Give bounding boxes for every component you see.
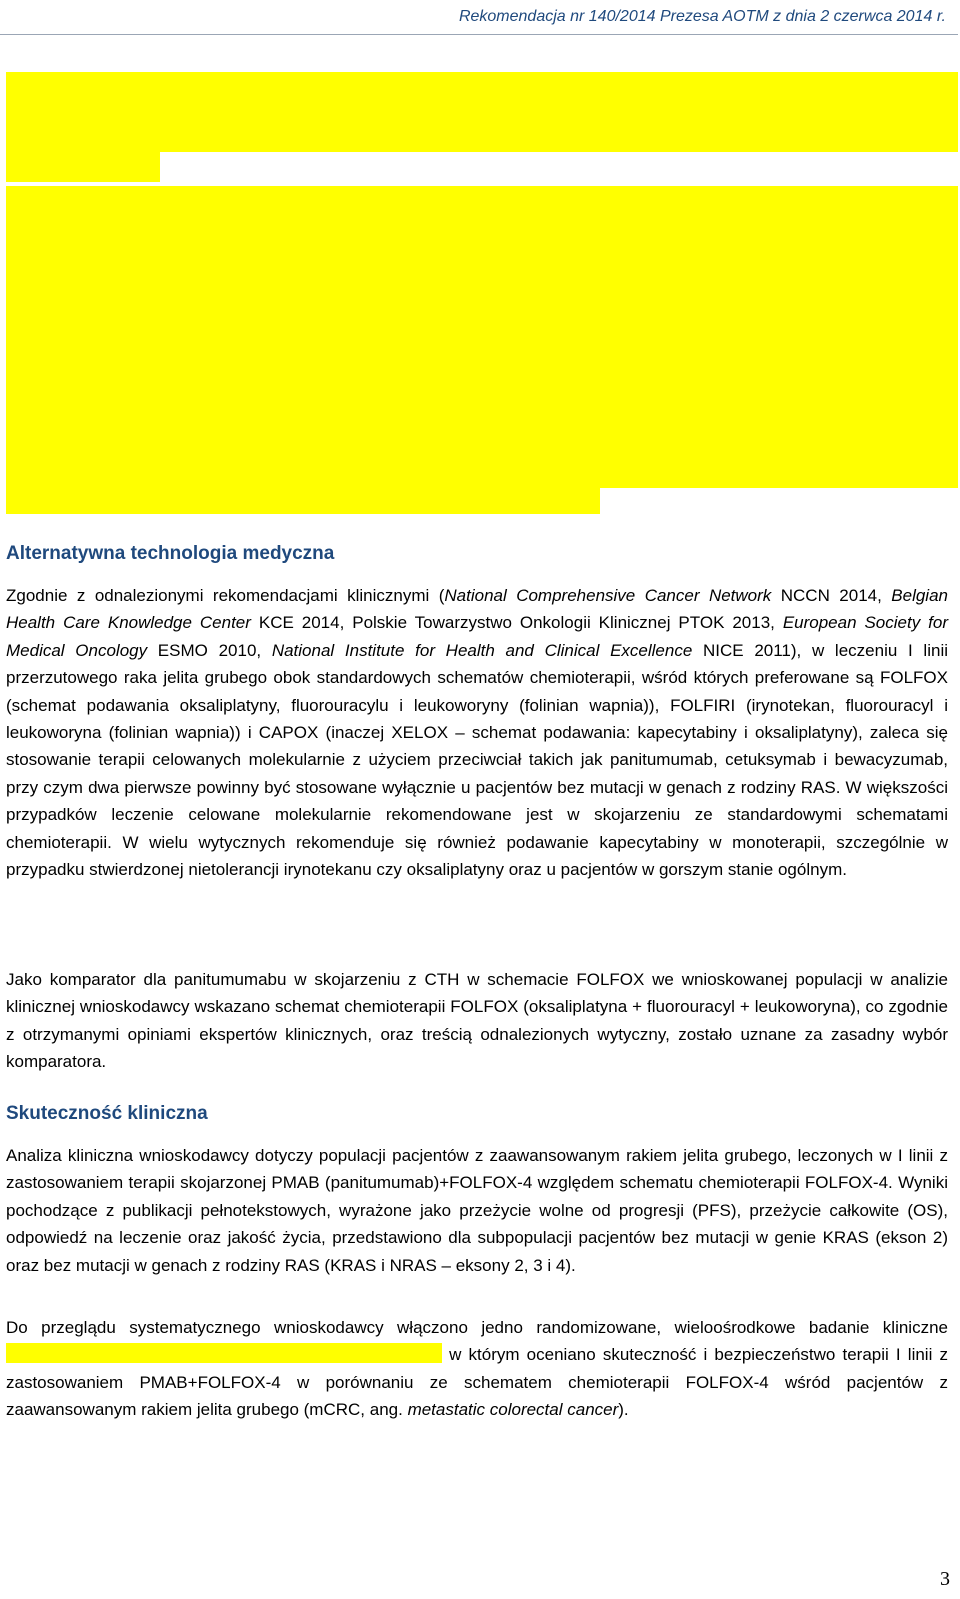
- paragraph-alternative-recommendations: Zgodnie z odnalezionymi rekomendacjami klinicznymi (National Comprehensive Cancer Network NCCN 2014, Belgian Health Care Knowledge Center KCE 2014, Polskie Towarzystwo Onkologii Klinicznej PTOK 2013, European Society for Medical Oncology ESMO 2010, National Institute for Health and Clinical Excellence NICE 2011), w leczeniu I linii przerzutowego raka jelita grubego obok standardowych schematów chemioterapii, wśród których preferowane są FOLFOX (schemat podawania oksaliplatyny, fluorouracylu i leukoworyny (folinian wapnia)), FOLFIRI (irynotekan, fluorouracyl i leukoworyna (folinian wapnia)) i CAPOX (inaczej XELOX – schemat podawania: kapecytabiny i oksaliplatyny), zaleca się stosowanie terapii celowanych molekularnie z użyciem przeciwciał takich jak panitumumab, cetuksymab i bewacyzumab, przy czym dwa pierwsze powinny być stosowane wyłącznie u pacjentów bez mutacji w genach z rodziny RAS. W większości przypadków leczenie celowane molekularnie rekomendowane jest w skojarzeniu ze standardowymi schematami chemioterapii. W wielu wytycznych rekomenduje się również podawanie kapecytabiny w monoterapii, szczególnie w przypadku stwierdzonej nietolerancji irynotekanu czy oksaliplatyny oraz u pacjentów w gorszym stanie ogólnym.: [6, 586, 948, 880]
- heading-alternative-technology: Alternatywna technologia medyczna: [6, 543, 335, 564]
- redaction-block-top: [6, 72, 958, 152]
- redaction-block-main: [6, 186, 958, 488]
- inline-redaction: [6, 1343, 442, 1363]
- paragraph-systematic-review: Do przeglądu systematycznego wnioskodawcy włączono jedno randomizowane, wieloośrodkowe badanie kliniczne w którym oceniano skuteczność i bezpieczeństwo terapii I linii z zastosowaniem PMAB+FOLFOX-4 w porównaniu ze schematem chemioterapii FOLFOX-4 wśród pacjentów z zaawansowanym rakiem jelita grubego (mCRC, ang. metastatic colorectal cancer).: [6, 1318, 948, 1420]
- page-number: 3: [940, 1568, 950, 1590]
- running-title: Rekomendacja nr 140/2014 Prezesa AOTM z dnia 2 czerwca 2014 r.: [458, 8, 946, 25]
- header-rule: [0, 34, 958, 35]
- redaction-block-bottom: [6, 486, 600, 514]
- redaction-block-left: [6, 150, 160, 182]
- heading-clinical-efficacy: Skuteczność kliniczna: [6, 1103, 208, 1124]
- paragraph-clinical-analysis: Analiza kliniczna wnioskodawcy dotyczy populacji pacjentów z zaawansowanym rakiem jelita grubego, leczonych w I linii z zastosowaniem terapii skojarzonej PMAB (panitumumab)+FOLFOX-4 względem schematu chemioterapii FOLFOX-4. Wyniki pochodzące z publikacji pełnotekstowych, wyrażone jako przeżycie wolne od progresji (PFS), przeżycie całkowite (OS), odpowiedź na leczenie oraz jakość życia, przedstawiono dla subpopulacji pacjentów bez mutacji w genie KRAS (ekson 2) oraz bez mutacji w genach z rodziny RAS (KRAS i NRAS – eksony 2, 3 i 4).: [6, 1146, 948, 1275]
- page-header: [0, 0, 960, 38]
- paragraph-comparator: Jako komparator dla panitumumabu w skojarzeniu z CTH w schemacie FOLFOX we wnioskowanej populacji w analizie klinicznej wnioskodawcy wskazano schemat chemioterapii FOLFOX (oksaliplatyna + fluorouracyl + leukoworyna), co zgodnie z otrzymanymi opiniami ekspertów klinicznych, oraz treścią odnalezionych wytyczny, zostało uznane za zasadny wybór komparatora.: [6, 970, 948, 1072]
